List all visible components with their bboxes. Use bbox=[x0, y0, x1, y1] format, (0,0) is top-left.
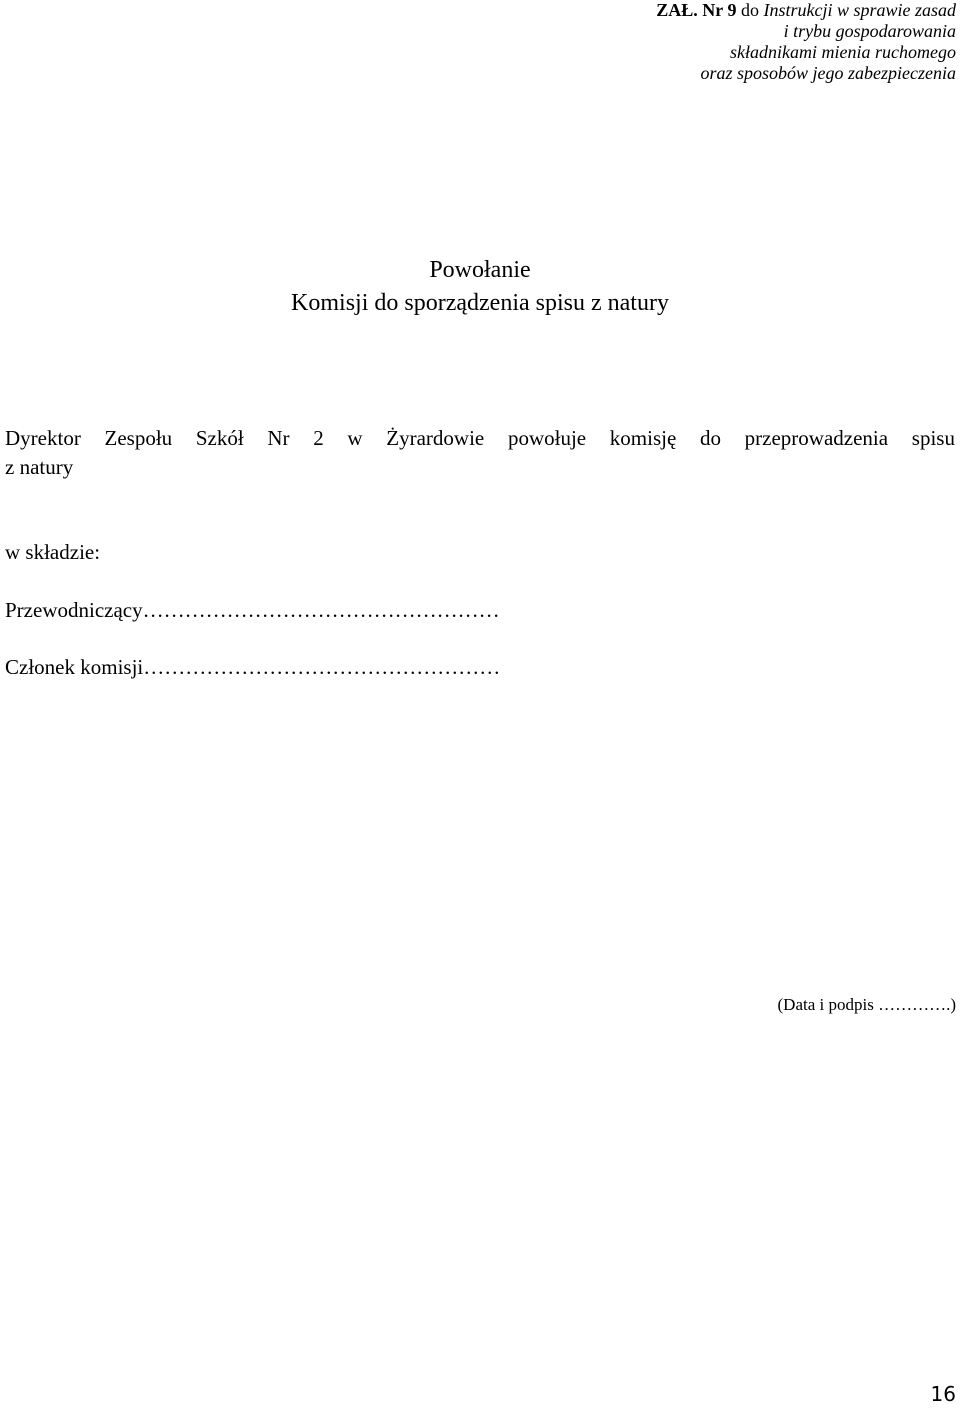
attachment-number: ZAŁ. Nr 9 bbox=[656, 0, 737, 20]
appointment-paragraph bbox=[5, 424, 955, 482]
paragraph-word: Żyrardowie bbox=[386, 426, 485, 450]
instruction-title-part-1: Instrukcji w sprawie zasad bbox=[763, 0, 956, 20]
paragraph-line-2: z natury bbox=[5, 455, 74, 479]
composition-label: w składzie: bbox=[5, 540, 101, 564]
paragraph-word: przeprowadzenia bbox=[744, 426, 889, 450]
paragraph-line-1 bbox=[5, 424, 955, 453]
header-line-4: oraz sposobów jego zabezpieczenia bbox=[700, 63, 956, 83]
page-number: 16 bbox=[930, 1382, 956, 1406]
paragraph-word: Szkół bbox=[195, 426, 244, 450]
paragraph-word: 2 bbox=[313, 426, 324, 450]
date-signature-field: (Data i podpis ………….) bbox=[777, 995, 956, 1014]
paragraph-word: komisję bbox=[609, 426, 677, 450]
paragraph-word: Dyrektor bbox=[5, 426, 81, 450]
document-title bbox=[0, 254, 960, 320]
header-line-2: i trybu gospodarowania bbox=[783, 21, 956, 41]
title-line-2: Komisji do sporządzenia spisu z natury bbox=[291, 290, 669, 316]
chairperson-field: Przewodniczący…………………………………………… bbox=[5, 598, 500, 622]
title-line-1: Powołanie bbox=[429, 257, 531, 283]
paragraph-word: w bbox=[347, 426, 363, 450]
paragraph-word: Zespołu bbox=[104, 426, 173, 450]
paragraph-word: powołuje bbox=[507, 426, 587, 450]
member-field: Członek komisji…………………………………………… bbox=[5, 655, 501, 679]
document-header bbox=[656, 0, 956, 84]
paragraph-word: do bbox=[699, 426, 721, 450]
header-line-3: składnikami mienia ruchomego bbox=[730, 42, 956, 62]
paragraph-word: spisu bbox=[911, 426, 955, 450]
paragraph-word: Nr bbox=[267, 426, 290, 450]
header-line-1 bbox=[656, 0, 956, 21]
header-to-word: do bbox=[740, 0, 759, 20]
